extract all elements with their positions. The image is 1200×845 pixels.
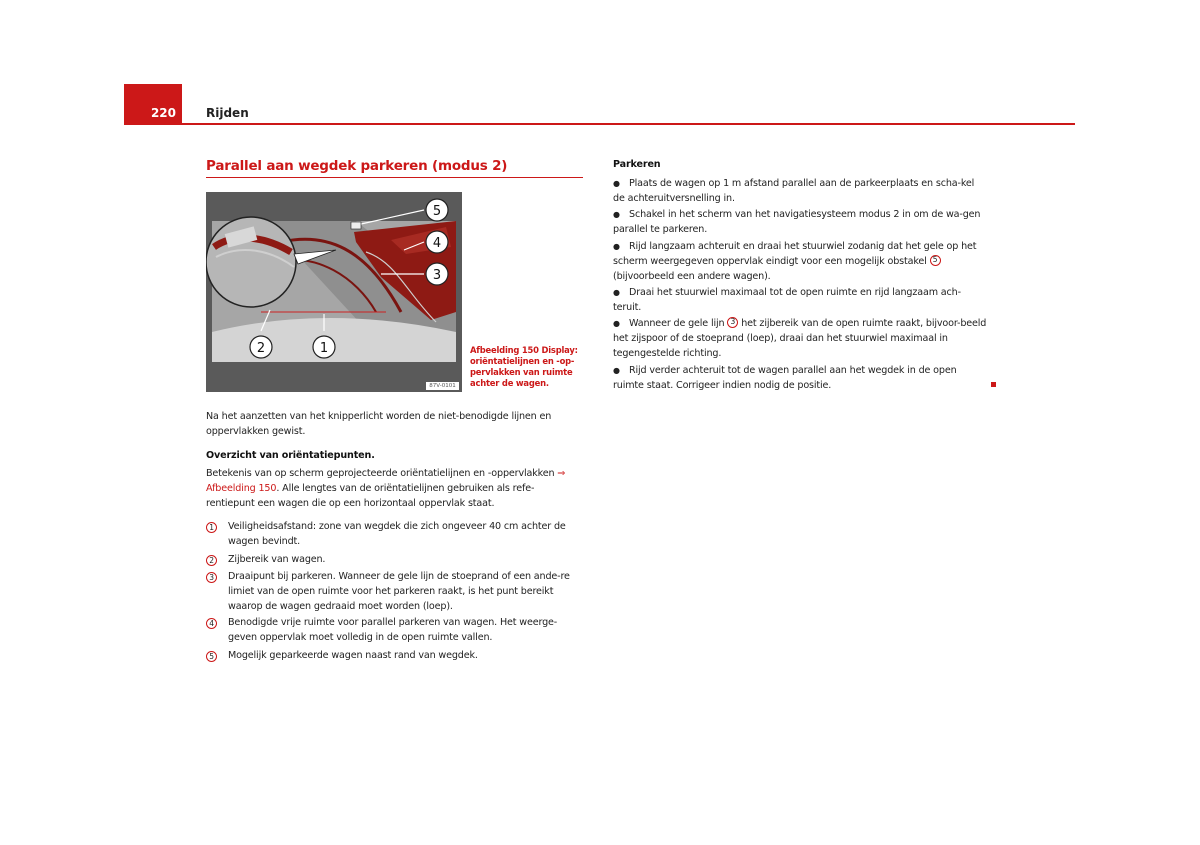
callout-4 [426,231,448,253]
legend-text: Draaipunt bij parkeren. Wanneer de gele lijn de stoeprand of een ande-re limiet van de open ruimte voor het parkeren raakt, is het punt bereikt waarop de wagen gedraaid moet worden (loep). [228,571,570,613]
callout-2 [250,336,272,358]
chapter-title: Rijden [206,106,249,120]
instruction-bullet [613,316,988,362]
bullet-text-after: (bijvoorbeeld een andere wagen). [613,271,771,283]
overview-heading: Overzicht van oriëntatiepunten. [206,450,375,461]
bullet-dot: ● [613,366,620,375]
page-number: 220 [124,84,182,124]
figure-code: 87V-0101 [426,382,459,390]
bullet-text: Rijd verder achteruit tot de wagen parallel aan het wegdek in de open ruimte staat. Corrigeer indien nodig de positie. [613,365,957,392]
legend-text: Veiligheidsafstand: zone van wegdek die zich ongeveer 40 cm achter de wagen bevindt. [228,521,566,548]
legend-item [206,552,584,567]
legend-text: Zijbereik van wagen. [228,554,326,565]
figure-caption: Afbeelding 150 Display: oriëntatielijnen en -op-pervlakken van ruimte achter de wagen. [470,345,578,388]
header-divider [124,123,1075,125]
legend-text: Benodigde vrije ruimte voor parallel parkeren van wagen. Het weerge-geven oppervlak moet volledig in de open ruimte vallen. [228,617,558,644]
overview-text-after: . Alle lengtes van de oriëntatielijnen gebruiken als refe-rentiepunt een wagen die op een horizontaal oppervlak staat. [206,483,535,510]
callout-5 [426,199,448,221]
parking-display-illustration [206,192,462,392]
legend-number: 5 [206,651,217,662]
instruction-bullet [613,363,988,393]
legend-text: Mogelijk geparkeerde wagen naast rand van wegdek. [228,650,478,661]
legend-item [206,569,584,615]
section-title: Parallel aan wegdek parkeren (modus 2) [206,158,583,178]
legend-item [206,519,584,549]
legend-item [206,648,584,663]
intro-paragraph: Na het aanzetten van het knipperlicht worden de niet-benodigde lijnen en oppervlakken gewist. [206,411,552,438]
bullet-text: Plaats de wagen op 1 m afstand parallel aan de parkeerplaats en scha-kel de achteruitversnelling in. [613,178,975,205]
bullet-text: Draai het stuurwiel maximaal tot de open ruimte en rijd langzaam ach-teruit. [613,287,961,314]
legend-number: 2 [206,555,217,566]
bullet-dot: ● [613,242,620,251]
bullet-text: Wanneer de gele lijn [629,318,728,329]
legend-number: 4 [206,618,217,629]
bullet-text-after: het zijbereik van de open ruimte raakt, bijvoor-beeld het zijspoor of de stoeprand (loep), draai dan het stuurwiel maximaal in tegengestelde richting. [613,318,987,360]
svg-text:4: 4 [432,236,442,251]
bullet-text: Schakel in het scherm van het navigatiesysteem modus 2 in om de wa-gen parallel te parkeren. [613,209,981,236]
svg-text:2: 2 [256,341,266,356]
svg-text:3: 3 [432,268,442,283]
overview-paragraph [206,466,578,512]
bullet-dot: ● [613,179,620,188]
section-end-marker [991,382,996,387]
parking-heading: Parkeren [613,159,661,170]
callout-3 [426,263,448,285]
instruction-bullet [613,176,988,206]
legend-number: 3 [206,572,217,583]
bullet-dot: ● [613,319,620,328]
legend-item [206,615,584,645]
callout-1 [313,336,335,358]
bullet-dot: ● [613,288,620,297]
bullet-text: Rijd langzaam achteruit en draai het stuurwiel zodanig dat het gele op het scherm weergegeven oppervlak eindigt voor een mogelijk obstakel [613,241,977,268]
parking-display-figure [206,192,462,392]
inline-callout-number: 3 [727,317,738,328]
svg-text:5: 5 [432,204,442,219]
instruction-bullet [613,239,988,285]
figure-reference-link[interactable]: ⇒ Afbeelding 150 [206,468,566,495]
instruction-bullet [613,285,988,315]
inline-callout-number: 5 [930,255,941,266]
svg-text:1: 1 [319,341,329,356]
legend-number: 1 [206,522,217,533]
overview-text-before: Betekenis van op scherm geprojecteerde oriëntatielijnen en -oppervlakken [206,468,558,479]
bullet-dot: ● [613,210,620,219]
instruction-bullet [613,207,988,237]
